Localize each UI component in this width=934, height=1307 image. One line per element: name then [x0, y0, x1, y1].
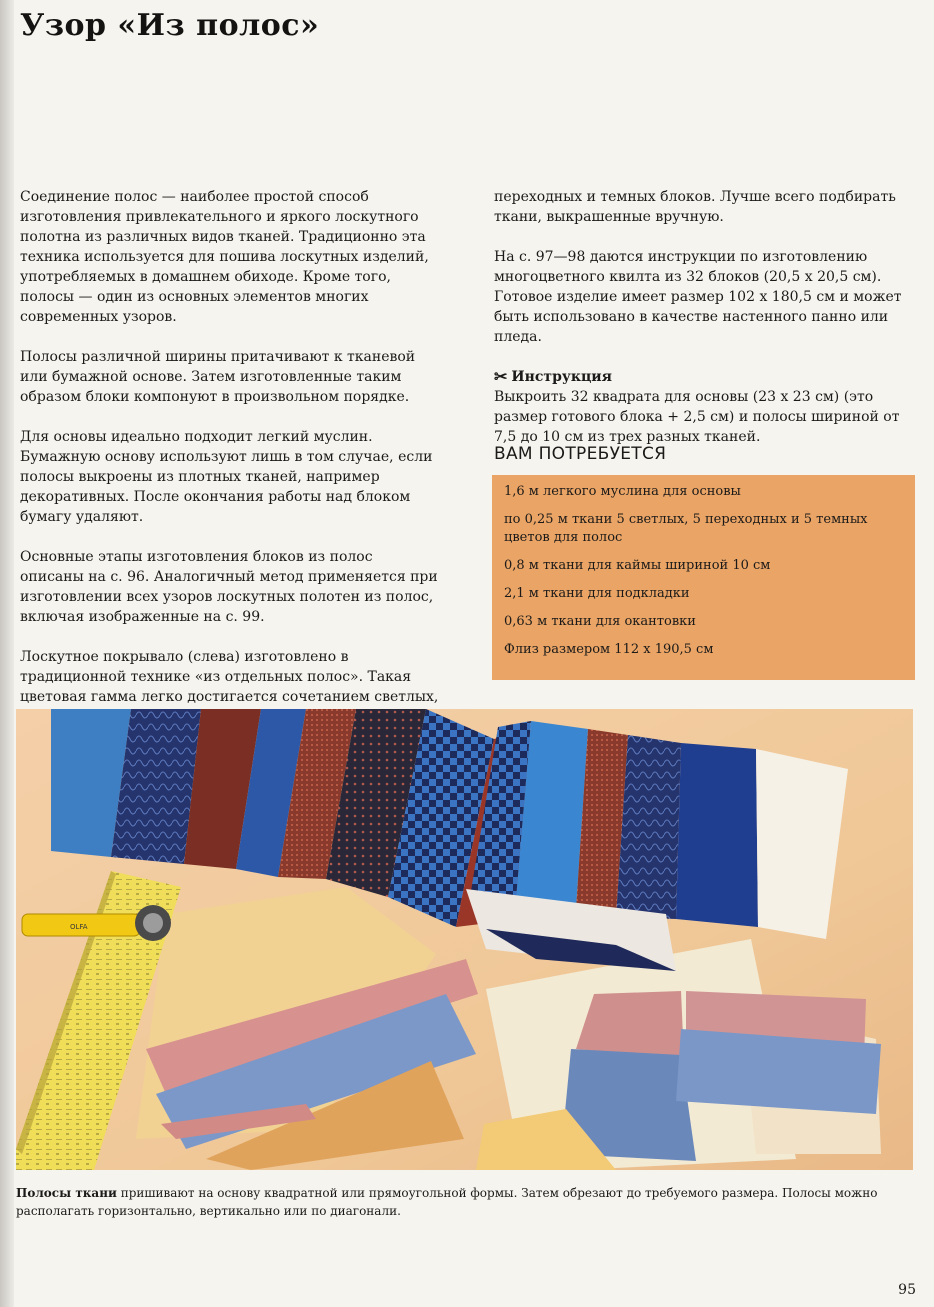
paragraph: Для основы идеально подходит легкий муслин. Бумажную основу используют лишь в том случае, если полосы выкроены из плотных тканей, например декоративных. После окончания работы над блоком бумагу удаляют. [20, 429, 433, 525]
cutter-label: OLFA [70, 923, 88, 931]
right-text-column [494, 187, 914, 447]
page-number: 95 [898, 1282, 916, 1298]
page-title: Узор «Из полос» [20, 8, 320, 43]
instructions-text: Выкроить 32 квадрата для основы (23 x 23 см) (это размер готового блока + 2,5 см) и полосы шириной от 7,5 до 10 см из трех разных тканей. [494, 389, 900, 445]
materials-box [492, 475, 915, 680]
materials-item: Флиз размером 112 x 190,5 см [504, 642, 714, 657]
scissors-icon: ✂ [494, 367, 508, 386]
caption-text: пришивают на основу квадратной или прямоугольной формы. Затем обрезают до требуемого размера. Полосы можно располагать горизонтально, вертикально или по диагонали. [16, 1186, 878, 1218]
instructions-heading [494, 367, 914, 387]
caption-lead: Полосы ткани [16, 1186, 117, 1200]
paragraph: Лоскутное покрывало (слева) изготовлено в традиционной технике «из отдельных полос». Такая цветовая гамма легко достигается сочетанием светлых, [20, 649, 439, 705]
paragraph: На с. 97—98 даются инструкции по изготовлению многоцветного квилта из 32 блоков (20,5 x 20,5 см). Готовое изделие имеет размер 102 x 180,5 см и может быть использовано в качестве настенного панно или пледа. [494, 249, 902, 345]
paragraph: переходных и темных блоков. Лучше всего подбирать ткани, выкрашенные вручную. [494, 189, 896, 225]
blue-strip [676, 1029, 881, 1114]
materials-item: 0,63 м ткани для окантовки [504, 614, 696, 629]
photo-caption [16, 1184, 916, 1220]
materials-item: 1,6 м легкого муслина для основы [504, 484, 741, 499]
paragraph: Соединение полос — наиболее простой способ изготовления привлекательного и яркого лоскутного полотна из различных видов тканей. Традиционно эта техника используется для пошива лоскутных изделий, употребляемых в домашнем обиходе. Кроме того, полосы — один из основных элементов многих современных узоров. [20, 189, 429, 325]
fabric-strips-photo [16, 709, 913, 1170]
materials-item: 0,8 м ткани для каймы шириной 10 см [504, 558, 771, 573]
page-gutter-shadow [0, 0, 14, 1307]
materials-item: 2,1 м ткани для подкладки [504, 586, 690, 601]
materials-item: по 0,25 м ткани 5 светлых, 5 переходных и 5 темных цветов для полос [504, 512, 868, 545]
pink-strip [576, 991, 684, 1059]
materials-heading: ВАМ ПОТРЕБУЕТСЯ [494, 444, 667, 464]
instructions-heading-label: Инструкция [511, 369, 613, 385]
paragraph: Основные этапы изготовления блоков из полос описаны на с. 96. Аналогичный метод применяется при изготовлении всех узоров лоскутных полотен из полос, включая изображенные на с. 99. [20, 549, 438, 625]
paragraph: Полосы различной ширины притачивают к тканевой или бумажной основе. Затем изготовленные таким образом блоки компонуют в произвольном порядке. [20, 349, 416, 405]
left-text-column [20, 187, 440, 727]
